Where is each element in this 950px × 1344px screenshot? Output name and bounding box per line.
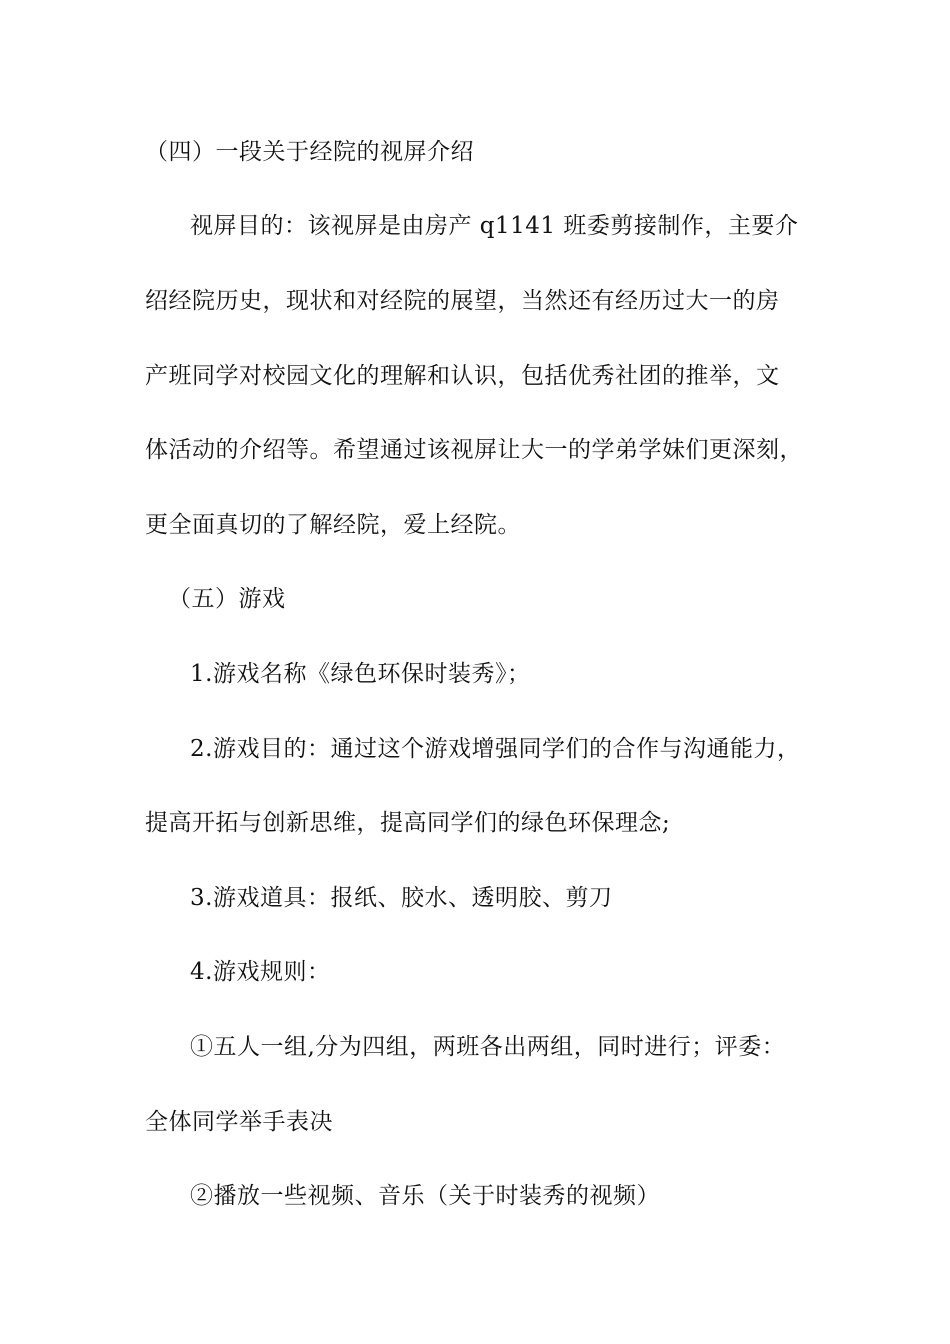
section-heading-5: （五）游戏 [168,586,286,612]
section-heading-4: （四）一段关于经院的视屏介绍 [145,139,474,165]
list-item: 2.游戏目的：通过这个游戏增强同学们的合作与沟通能力， [190,736,801,762]
rule-item: ①五人一组,分为四组，两班各出两组，同时进行；评委： [190,1034,786,1060]
paragraph-line: 体活动的介绍等。希望通过该视屏让大一的学弟学妹们更深刻， [145,437,803,463]
paragraph-line: 提高开拓与创新思维，提高同学们的绿色环保理念; [145,810,671,836]
list-item: 4.游戏规则： [190,959,331,985]
paragraph-line: 视屏目的：该视屏是由房产 q1141 班委剪接制作，主要介 [190,213,799,239]
paragraph-line: 更全面真切的了解经院，爱上经院。 [145,512,521,538]
paragraph-line: 产班同学对校园文化的理解和认识，包括优秀社团的推举，文 [145,363,780,389]
paragraph-line: 全体同学举手表决 [145,1109,333,1135]
paragraph-line: 绍经院历史，现状和对经院的展望，当然还有经历过大一的房 [145,288,780,314]
list-item: 3.游戏道具：报纸、胶水、透明胶、剪刀 [190,885,613,911]
list-item: 1.游戏名称《绿色环保时装秀》； [190,661,531,687]
rule-item: ②播放一些视频、音乐（关于时装秀的视频） [190,1183,660,1209]
